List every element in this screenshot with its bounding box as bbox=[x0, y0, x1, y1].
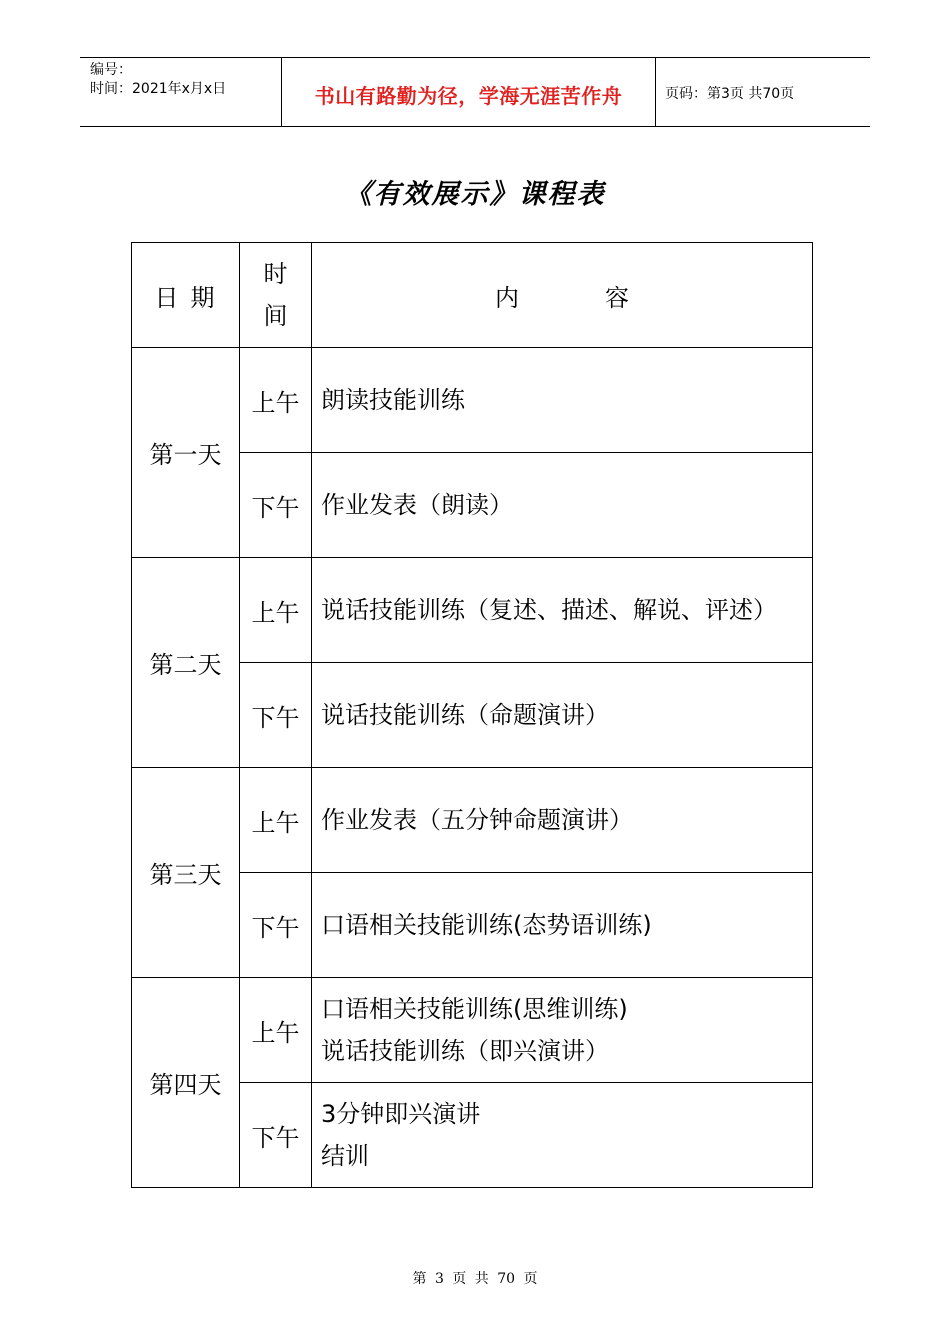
table-row bbox=[132, 978, 813, 1083]
time-cell: 上午 bbox=[240, 978, 312, 1083]
header-date: 日期 bbox=[132, 243, 240, 348]
content-line: 口语相关技能训练(思维训练) bbox=[321, 995, 628, 1023]
content-line: 说话技能训练（命题演讲） bbox=[321, 701, 609, 729]
header-content bbox=[312, 243, 813, 348]
page-footer: 第 3 页 共 70 页 bbox=[412, 1271, 538, 1287]
content-cell bbox=[312, 768, 813, 873]
document-title: 《有效展示》课程表 bbox=[344, 179, 606, 210]
page-info: 页码：第3页 共70页 bbox=[665, 86, 795, 102]
header-time-line2: 间 bbox=[263, 302, 288, 330]
table-row bbox=[132, 558, 813, 663]
time-cell: 下午 bbox=[240, 1083, 312, 1188]
content-cell bbox=[312, 453, 813, 558]
content-cell bbox=[312, 1083, 813, 1188]
header-motto-cell bbox=[281, 58, 656, 126]
time-cell: 下午 bbox=[240, 453, 312, 558]
day-cell: 第二天 bbox=[132, 558, 240, 768]
time-cell: 上午 bbox=[240, 348, 312, 453]
day-cell: 第三天 bbox=[132, 768, 240, 978]
content-cell bbox=[312, 873, 813, 978]
content-line: 朗读技能训练 bbox=[321, 386, 465, 414]
schedule-table bbox=[131, 242, 813, 1188]
content-cell bbox=[312, 558, 813, 663]
content-line: 口语相关技能训练(态势语训练) bbox=[321, 911, 652, 939]
header-content-a: 内 bbox=[495, 283, 519, 312]
content-line: 结训 bbox=[321, 1142, 369, 1170]
content-line: 说话技能训练（复述、描述、解说、评述） bbox=[321, 596, 777, 624]
time-cell: 下午 bbox=[240, 873, 312, 978]
header-time-line1: 时 bbox=[263, 260, 288, 288]
content-line: 说话技能训练（即兴演讲） bbox=[321, 1037, 609, 1065]
content-line: 作业发表（朗读） bbox=[321, 491, 513, 519]
table-row bbox=[132, 348, 813, 453]
time-cell: 上午 bbox=[240, 558, 312, 663]
table-row bbox=[132, 768, 813, 873]
day-cell: 第四天 bbox=[132, 978, 240, 1188]
serial-label: 编号： bbox=[90, 62, 132, 78]
header-meta-cell bbox=[80, 58, 280, 126]
header-time bbox=[240, 243, 312, 348]
header-page-cell bbox=[655, 58, 870, 126]
time-cell: 上午 bbox=[240, 768, 312, 873]
time-cell: 下午 bbox=[240, 663, 312, 768]
content-line: 3分钟即兴演讲 bbox=[321, 1100, 481, 1128]
content-cell bbox=[312, 978, 813, 1083]
document-header bbox=[80, 57, 870, 127]
motto: 书山有路勤为径，学海无涯苦作舟 bbox=[314, 84, 623, 108]
content-line: 作业发表（五分钟命题演讲） bbox=[321, 806, 633, 834]
day-cell: 第一天 bbox=[132, 348, 240, 558]
date-label: 时间：2021年x月x日 bbox=[90, 81, 227, 97]
table-header-row bbox=[132, 243, 813, 348]
header-content-b: 容 bbox=[605, 283, 629, 312]
content-cell bbox=[312, 348, 813, 453]
content-cell bbox=[312, 663, 813, 768]
